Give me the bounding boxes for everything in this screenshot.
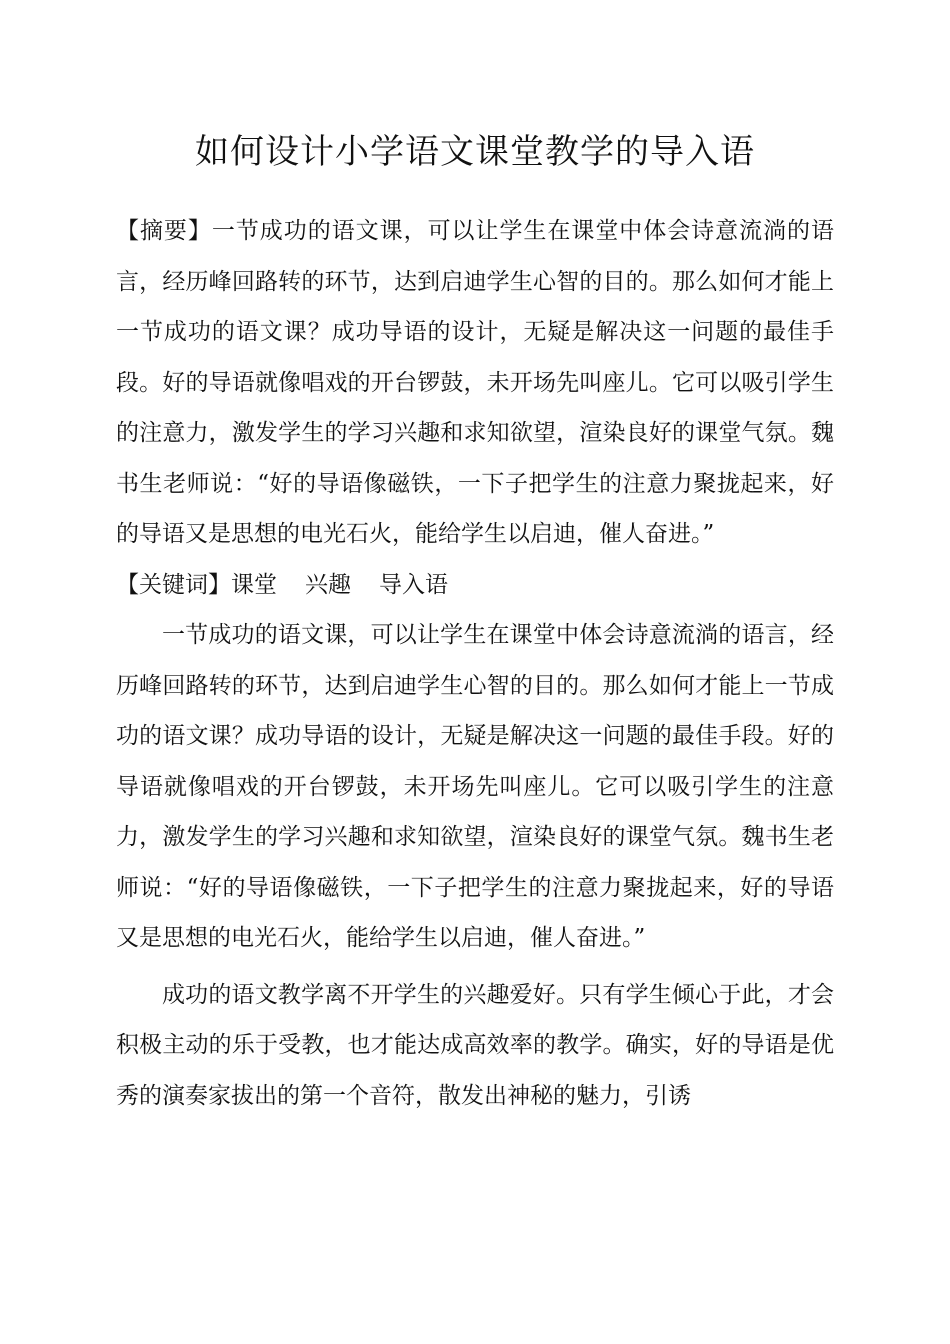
keyword-item: 导入语 [379, 571, 448, 598]
keyword-item: 兴趣 [305, 571, 351, 598]
document-title: 如何设计小学语文课堂教学的导入语 [195, 132, 755, 172]
abstract-text: 一节成功的语文课，可以让学生在课堂中体会诗意流淌的语言，经历峰回路转的环节，达到启迪学生心智的目的。那么如何才能上一节成功的语文课？成功导语的设计，无疑是解决这一问题的最佳手段。好的导语就像唱戏的开台锣鼓，未开场先叫座儿。它可以吸引学生的注意力，激发学生的学习兴趣和求知欲望，渲染良好的课堂气氛。魏书生老师说：“好的导语像磁铁，一下子把学生的注意力聚拢起来，好的导语又是思想的电光石火，能给学生以启迪，催人奋进。” [116, 218, 835, 547]
abstract-label: 【摘要】 [116, 218, 212, 244]
body-paragraph: 成功的语文教学离不开学生的兴趣爱好。只有学生倾心于此，才会积极主动的乐于受教，也才能达成高效率的教学。确实，好的导语是优秀的演奏家拔出的第一个音符，散发出神秘的魅力，引诱 [116, 981, 834, 1109]
keywords-label: 【关键词】 [116, 571, 231, 598]
body-paragraph: 一节成功的语文课，可以让学生在课堂中体会诗意流淌的语言，经历峰回路转的环节，达到启迪学生心智的目的。那么如何才能上一节成功的语文课？成功导语的设计，无疑是解决这一问题的最佳手段。好的导语就像唱戏的开台锣鼓，未开场先叫座儿。它可以吸引学生的注意力，激发学生的学习兴趣和求知欲望，渲染良好的课堂气氛。魏书生老师说：“好的导语像磁铁，一下子把学生的注意力聚拢起来，好的导语又是思想的电光石火，能给学生以启迪，催人奋进。” [116, 622, 834, 951]
keywords [116, 560, 834, 611]
keyword-item: 课堂 [231, 571, 277, 598]
abstract [116, 206, 834, 560]
